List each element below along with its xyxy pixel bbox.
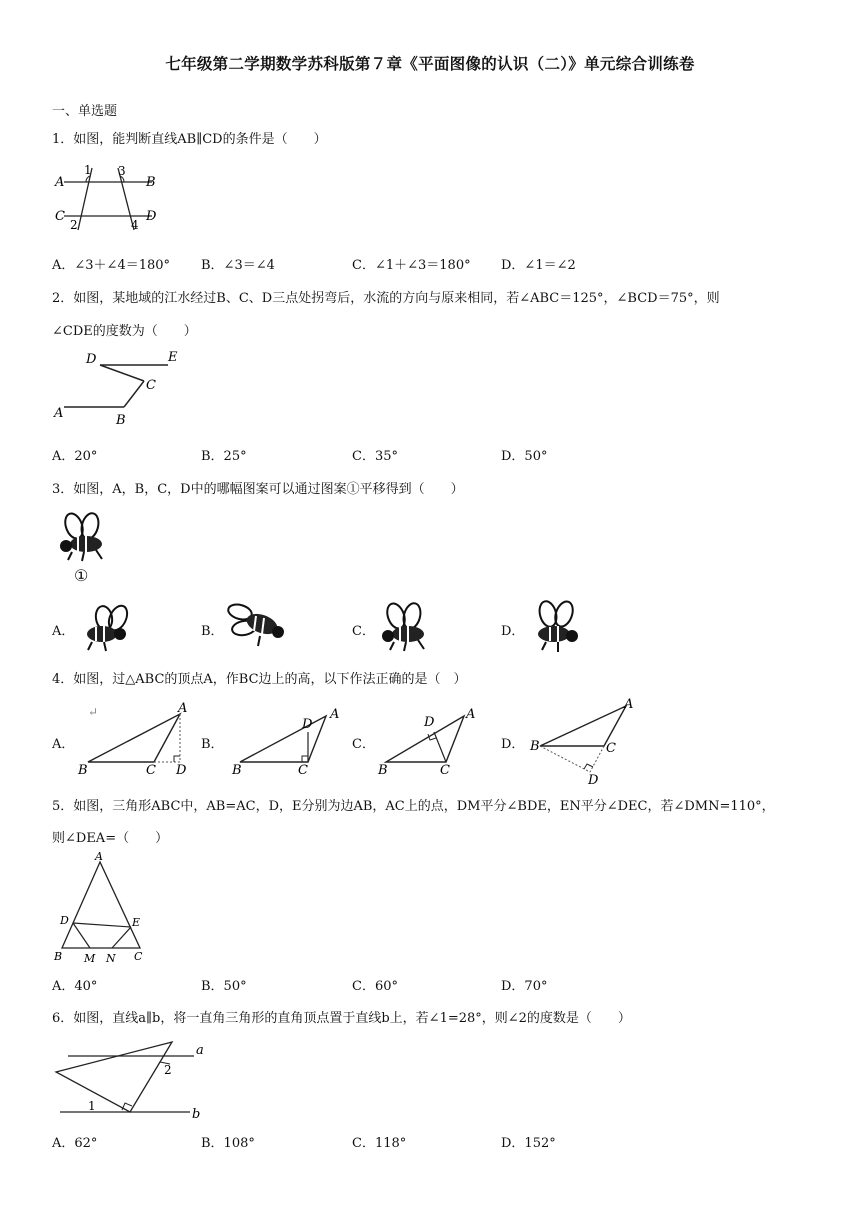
question-2-option-a[interactable]: A．20° [52, 449, 98, 464]
q6-label-a: a [196, 1043, 204, 1058]
q4b-label-C: C [298, 763, 308, 778]
q1-angle-2: 2 [70, 218, 78, 232]
q5-label-N: N [106, 952, 116, 965]
q1-angle-4: 4 [131, 218, 139, 232]
question-5-stem-line-2: 则∠DEA=（ ） [52, 831, 169, 846]
q1-label-C: C [55, 209, 65, 224]
q4a-label-B: B [78, 763, 88, 778]
q4d-label-C: C [606, 741, 616, 756]
q5-label-M: M [84, 952, 96, 965]
question-4-option-c[interactable]: C． [352, 737, 375, 752]
q5-label-C: C [134, 950, 143, 963]
q4b-label-D: D [302, 717, 313, 732]
question-6-stem: 6．如图，直线a∥b，将一直角三角形的直角顶点置于直线b上，若∠1=28°，则∠2的度数是（ ） [52, 1011, 631, 1026]
section-heading: 一、单选题 [52, 104, 118, 119]
q4c-label-B: B [378, 763, 388, 778]
question-6-option-b[interactable]: B．108° [201, 1136, 255, 1151]
question-6-option-c[interactable]: C．118° [352, 1136, 407, 1151]
bee-option-d-icon [524, 596, 586, 656]
question-2-option-c[interactable]: C．35° [352, 449, 398, 464]
question-1-figure [52, 158, 172, 238]
q4d-label-A: A [624, 697, 634, 712]
svg-text:↵: ↵ [88, 705, 99, 719]
question-4-option-d[interactable]: D． [501, 737, 525, 752]
question-5-stem-line-1: 5．如图，三角形ABC中，AB=AC，D，E分别为边AB，AC上的点，DM平分∠BDE，EN平分∠DEC，若∠DMN=110°， [52, 799, 775, 814]
question-3-option-b[interactable]: B． [201, 624, 224, 639]
pattern-1-label: ① [74, 566, 89, 585]
q4a-label-D: D [176, 763, 187, 778]
question-6-option-d[interactable]: D．152° [501, 1136, 556, 1151]
q1-label-A: A [55, 175, 65, 190]
q4c-label-C: C [440, 763, 450, 778]
q2-label-C: C [146, 378, 156, 393]
q6-label-b: b [192, 1107, 201, 1122]
q4b-label-A: A [330, 707, 340, 722]
question-5-figure [52, 850, 152, 965]
q4a-label-C: C [146, 763, 156, 778]
bee-option-a-icon [74, 600, 136, 656]
question-2-figure [52, 345, 192, 430]
page-title: 七年级第二学期数学苏科版第７章《平面图像的认识（二）》单元综合训练卷 [165, 55, 695, 73]
question-1-option-b[interactable]: B．∠3＝∠4 [201, 258, 275, 273]
q6-angle-1: 1 [88, 1099, 96, 1113]
question-2-stem-line-2: ∠CDE的度数为（ ） [52, 324, 197, 339]
bee-option-b-icon [224, 598, 290, 654]
q5-label-D: D [60, 914, 69, 927]
question-3-option-c[interactable]: C． [352, 624, 375, 639]
q2-label-B: B [116, 413, 126, 428]
q4a-label-A: A [178, 701, 188, 716]
q2-label-D: D [86, 352, 97, 367]
q2-label-A: A [54, 406, 64, 421]
question-4-option-a[interactable]: A． [52, 737, 75, 752]
q1-angle-1: 1 [84, 163, 92, 177]
question-5-option-a[interactable]: A．40° [52, 979, 98, 994]
question-1-option-d[interactable]: D．∠1＝∠2 [501, 258, 576, 273]
question-5-option-d[interactable]: D．70° [501, 979, 548, 994]
q4d-label-D: D [588, 773, 599, 788]
question-6-option-a[interactable]: A．62° [52, 1136, 98, 1151]
q1-label-D: D [146, 209, 157, 224]
bee-option-c-icon [374, 596, 436, 656]
question-1-option-c[interactable]: C．∠1＋∠3＝180° [352, 258, 471, 273]
question-4-figure-a [74, 702, 194, 776]
q2-label-E: E [168, 350, 178, 365]
q1-label-B: B [146, 175, 156, 190]
question-2-option-d[interactable]: D．50° [501, 449, 548, 464]
question-3-stem: 3．如图，A，B，C，D中的哪幅图案可以通过图案①平移得到（ ） [52, 482, 464, 497]
question-3-option-a[interactable]: A． [52, 624, 75, 639]
question-4-figure-d [526, 697, 646, 788]
question-4-figure-c [374, 707, 484, 778]
q4d-label-B: B [530, 739, 540, 754]
question-4-stem: 4．如图，过△ABC的顶点A，作BC边上的高，以下作法正确的是（ ） [52, 672, 467, 687]
q1-angle-3: 3 [118, 164, 126, 178]
q5-label-A: A [95, 850, 103, 863]
question-1-option-a[interactable]: A．∠3＋∠4＝180° [52, 258, 171, 273]
bee-pattern-1 [52, 506, 112, 566]
q6-angle-2: 2 [164, 1063, 172, 1077]
question-2-option-b[interactable]: B．25° [201, 449, 247, 464]
question-3-option-d[interactable]: D． [501, 624, 525, 639]
question-1-stem: 1．如图，能判断直线AB∥CD的条件是（ ） [52, 132, 327, 147]
q4c-label-D: D [424, 715, 435, 730]
q4c-label-A: A [466, 707, 476, 722]
q5-label-B: B [54, 950, 63, 963]
question-2-stem-line-1: 2．如图，某地域的江水经过B、C、D三点处拐弯后，水流的方向与原来相同，若∠ABC＝125°，∠BCD＝75°，则 [52, 291, 720, 306]
q5-label-E: E [132, 916, 141, 929]
q4b-label-B: B [232, 763, 242, 778]
question-5-option-c[interactable]: C．60° [352, 979, 398, 994]
question-6-figure [52, 1040, 212, 1120]
question-4-option-b[interactable]: B． [201, 737, 224, 752]
question-4-figure-b [226, 707, 346, 778]
question-5-option-b[interactable]: B．50° [201, 979, 247, 994]
